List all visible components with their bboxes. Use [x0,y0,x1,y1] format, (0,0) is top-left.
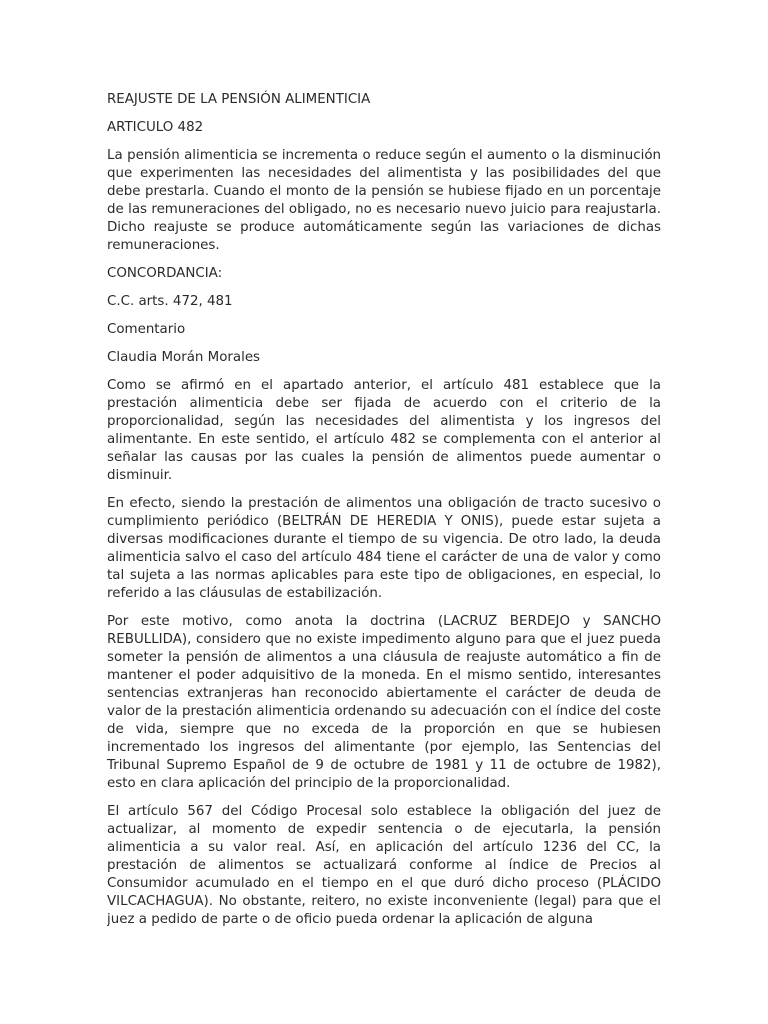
commentary-heading: Comentario [107,322,186,337]
concordance-heading: CONCORDANCIA: [107,266,223,281]
commentary-paragraph: Por este motivo, como anota la doctrina (LACRUZ BERDEJO y SANCHO REBULLIDA), considero que no existe impedimento alguno para que el juez pueda someter la pensión de alimentos a una cláusula de reajuste automático a fin de mantener el poder adquisitivo de la moneda. En el mismo sentido, interesantes sentencias extranjeras han reconocido abiertamente el carácter de deuda de valor de la prestación alimenticia ordenando su adecuación con el índice del coste de vida, siempre que no exceda de la proporción en que se hubiesen incrementado los ingresos del alimentante (por ejemplo, las Sentencias del Tribunal Supremo Español de 9 de octubre de 1981 y 11 de octubre de 1982), esto en clara aplicación del principio de la proporcionalidad. [107,614,661,791]
commentary-paragraph: En efecto, siendo la prestación de alimentos una obligación de tracto sucesivo o cumplimiento periódico (BELTRÁN DE HEREDIA Y ONIS), puede estar sujeta a diversas modificaciones durante el tiempo de su vigencia. De otro lado, la deuda alimenticia salvo el caso del artículo 484 tiene el carácter de una de valor y como tal sujeta a las normas aplicables para este tipo de obligaciones, en especial, lo referido a las cláusulas de estabilización. [107,496,661,601]
document-body [107,91,661,939]
commentary-author: Claudia Morán Morales [107,350,261,365]
commentary-paragraph: El artículo 567 del Código Procesal solo establece la obligación del juez de actualizar, al momento de expedir sentencia o de ejecutarla, la pensión alimenticia a su valor real. Así, en aplicación del artículo 1236 del CC, la prestación de alimentos se actualizará conforme al índice de Precios al Consumidor acumulado en el tiempo en el que duró dicho proceso (PLÁCIDO VILCACHAGUA). No obstante, reitero, no existe inconveniente (legal) para que el juez a pedido de parte o de oficio pueda ordenar la aplicación de alguna [107,804,661,927]
article-number: ARTICULO 482 [107,120,204,135]
document-title: REAJUSTE DE LA PENSIÓN ALIMENTICIA [107,92,371,107]
concordance-references: C.C. arts. 472, 481 [107,294,233,309]
commentary-paragraph: Como se afirmó en el apartado anterior, el artículo 481 establece que la prestación alimenticia debe ser fijada de acuerdo con el criterio de la proporcionalidad, según las necesidades del alimentista y los ingresos del alimentante. En este sentido, el artículo 482 se complementa con el anterior al señalar las causas por las cuales la pensión de alimentos puede aumentar o disminuir. [107,378,661,483]
article-text: La pensión alimenticia se incrementa o reduce según el aumento o la disminución que experimenten las necesidades del alimentista y las posibilidades del que debe prestarla. Cuando el monto de la pensión se hubiese fijado en un porcentaje de las remuneraciones del obligado, no es necesario nuevo juicio para reajustarla. Dicho reajuste se produce automáticamente según las variaciones de dichas remuneraciones. [107,148,661,253]
